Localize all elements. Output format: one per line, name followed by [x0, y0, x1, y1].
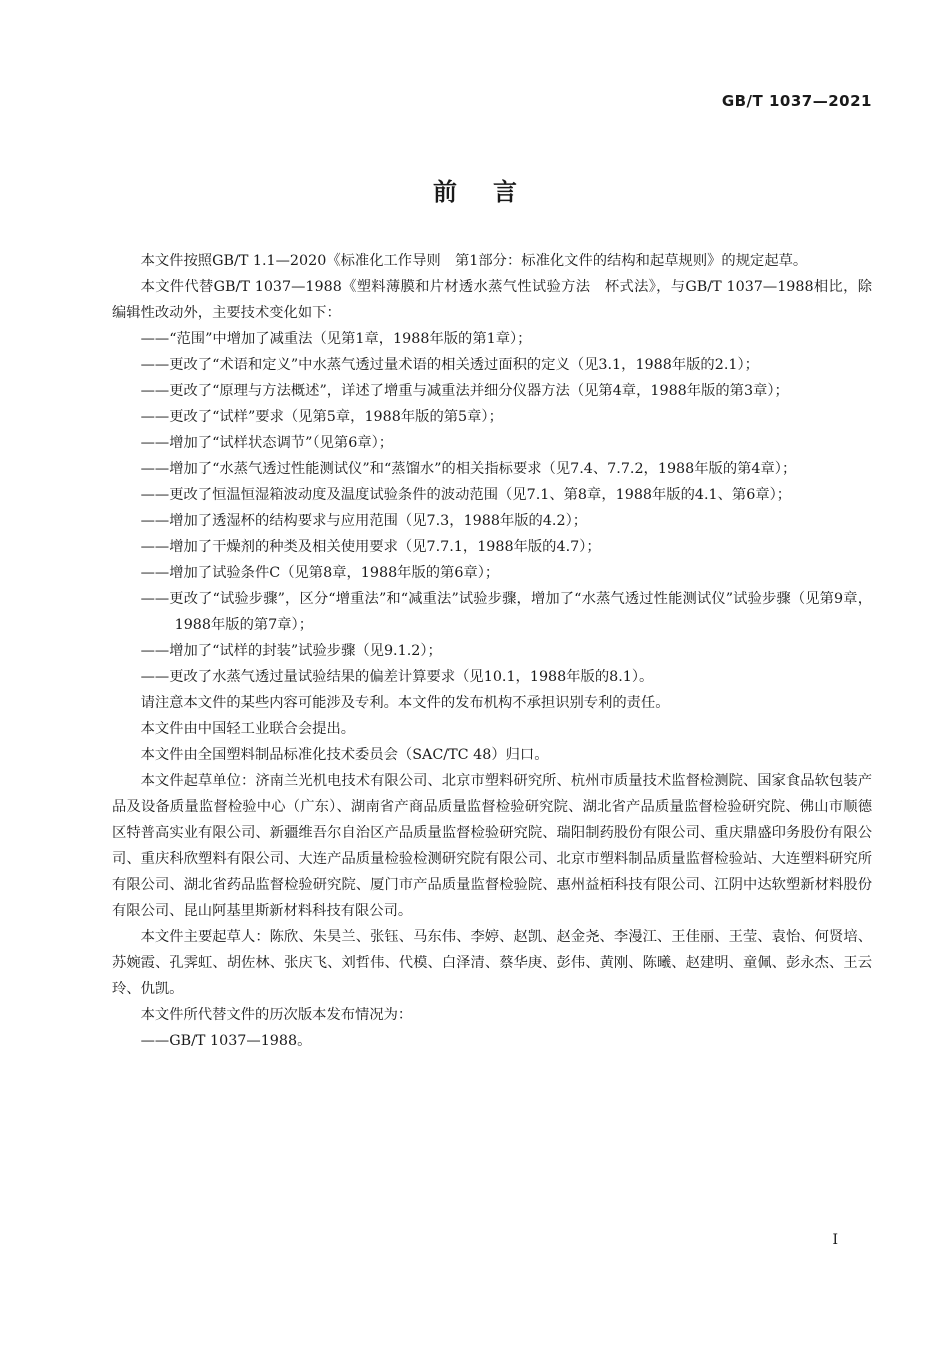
list-item: ——更改了“术语和定义”中水蒸气透过量术语的相关透过面积的定义（见3.1，1988年版的2.1）； — [140, 357, 759, 373]
paragraph-drafters: 本文件主要起草人：陈欣、朱昊兰、张钰、马东伟、李婷、赵凯、赵金尧、李漫江、王佳丽、王莹、袁怡、何贤培、苏婉霞、孔霁虹、胡佐林、张庆飞、刘哲伟、代模、白泽清、蔡华庚、彭伟、黄刚、陈曦、赵建明、童佩、彭永杰、王云玲、仇凯。 — [112, 929, 872, 997]
list-item: ——更改了水蒸气透过量试验结果的偏差计算要求（见10.1，1988年版的8.1）。 — [140, 669, 654, 685]
paragraph: 本文件所代替文件的历次版本发布情况为： — [140, 1007, 413, 1023]
standard-number: GB/T 1037—2021 — [721, 92, 872, 110]
list-item: ——更改了恒温恒湿箱波动度及温度试验条件的波动范围（见7.1、第8章，1988年版的4.1、第6章）； — [140, 487, 792, 503]
list-item: ——增加了“水蒸气透过性能测试仪”和“蒸馏水”的相关指标要求（见7.4、7.7.2，1988年版的第4章）； — [140, 461, 797, 477]
list-item: ——增加了透湿杯的结构要求与应用范围（见7.3，1988年版的4.2）； — [140, 513, 588, 529]
foreword-body — [112, 248, 872, 1054]
list-item: ——增加了“试样的封装”试验步骤（见9.1.2）； — [140, 643, 442, 659]
paragraph: 本文件按照GB/T 1.1—2020《标准化工作导则 第1部分：标准化文件的结构和起草规则》的规定起草。 — [140, 253, 808, 269]
list-item: ——增加了干燥剂的种类及相关使用要求（见7.7.1，1988年版的4.7）； — [140, 539, 601, 555]
paragraph: 本文件代替GB/T 1037—1988《塑料薄膜和片材透水蒸气性试验方法 杯式法》，与GB/T 1037—1988相比，除编辑性改动外，主要技术变化如下： — [112, 279, 872, 321]
page-number: I — [832, 1232, 838, 1248]
list-item: ——“范围”中增加了减重法（见第1章，1988年版的第1章）； — [140, 331, 532, 347]
history-item: ——GB/T 1037—1988。 — [140, 1033, 312, 1049]
paragraph: 本文件由中国轻工业联合会提出。 — [140, 721, 356, 737]
list-item: ——更改了“原理与方法概述”，详述了增重与减重法并细分仪器方法（见第4章，1988年版的第3章）； — [140, 383, 789, 399]
list-item: ——更改了“试验步骤”，区分“增重法”和“减重法”试验步骤，增加了“水蒸气透过性能测试仪”试验步骤（见第9章，1988年版的第7章）； — [140, 591, 872, 633]
list-item: ——增加了试验条件C（见第8章，1988年版的第6章）； — [140, 565, 500, 581]
paragraph-drafting-units: 本文件起草单位：济南兰光机电技术有限公司、北京市塑料研究所、杭州市质量技术监督检测院、国家食品软包装产品及设备质量监督检验中心（广东）、湖南省产商品质量监督检验研究院、湖北省产品质量监督检验研究院、佛山市顺德区特普高实业有限公司、新疆维吾尔自治区产品质量监督检验研究院、瑞阳制药股份有限公司、重庆鼎盛印务股份有限公司、重庆科欣塑料有限公司、大连产品质量检验检测研究院有限公司、北京市塑料制品质量监督检验站、大连塑料研究所有限公司、湖北省药品监督检验研究院、厦门市产品质量监督检验院、惠州益栢科技有限公司、江阴中达软塑新材料股份有限公司、昆山阿基里斯新材料科技有限公司。 — [112, 773, 872, 919]
paragraph: 请注意本文件的某些内容可能涉及专利。本文件的发布机构不承担识别专利的责任。 — [140, 695, 670, 711]
list-item: ——更改了“试样”要求（见第5章，1988年版的第5章）； — [140, 409, 503, 425]
paragraph: 本文件由全国塑料制品标准化技术委员会（SAC/TC 48）归口。 — [140, 747, 549, 763]
list-item: ——增加了“试样状态调节”（见第6章）； — [140, 435, 394, 451]
page-title: 前言 — [433, 178, 553, 206]
changes-list — [112, 326, 872, 690]
